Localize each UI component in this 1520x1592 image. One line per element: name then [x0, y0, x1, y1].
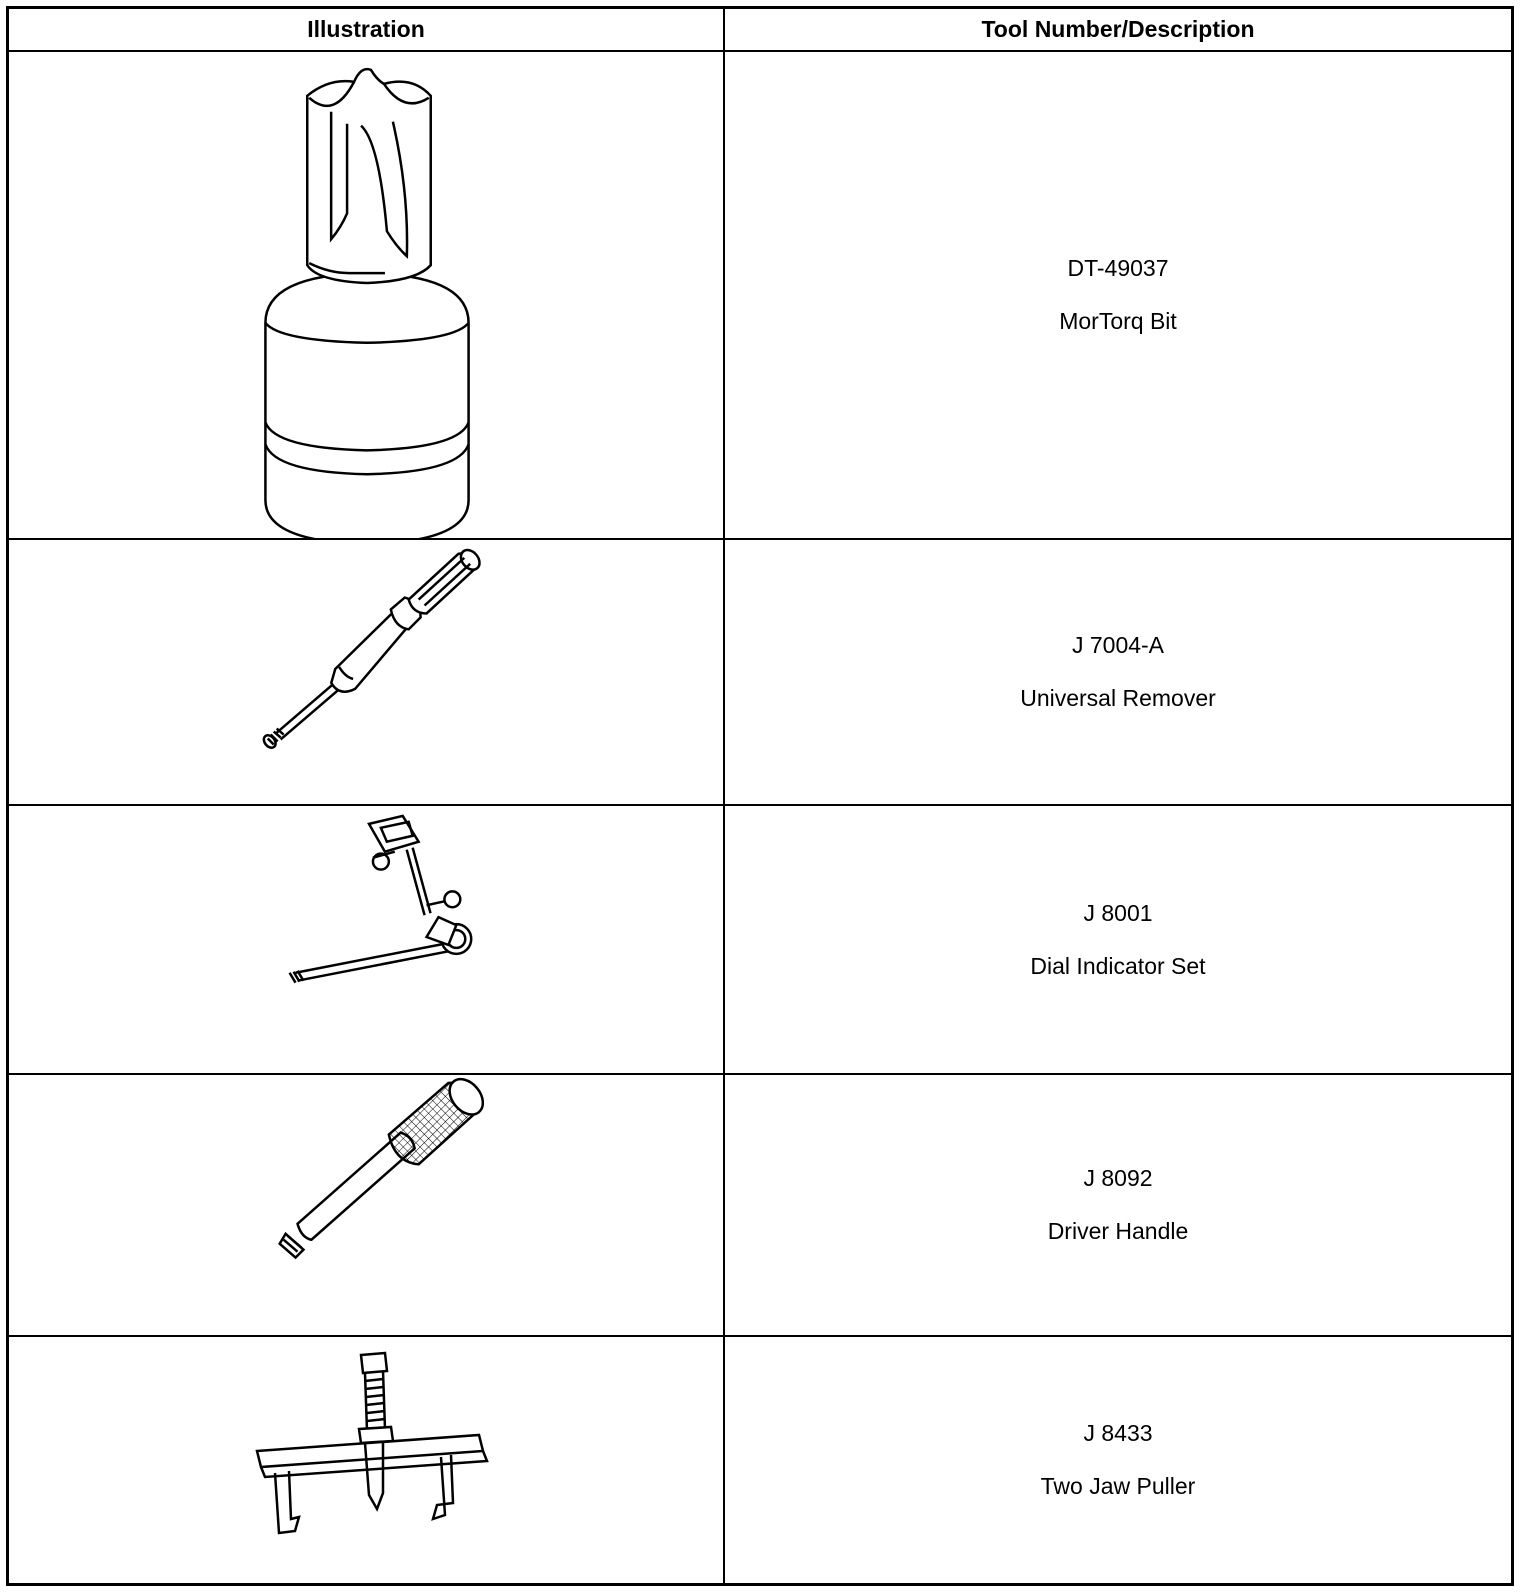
description-column-header: Tool Number/Description [981, 16, 1255, 42]
illustration-cell [9, 1337, 725, 1583]
table-row [9, 1075, 1511, 1337]
illustration-column-header: Illustration [9, 9, 725, 50]
dial-indicator-set-icon [9, 806, 725, 1073]
illustration-cell [9, 1075, 725, 1335]
table-row [9, 52, 1511, 540]
tool-number: J 7004-A [1071, 632, 1165, 658]
tool-description: Two Jaw Puller [1040, 1473, 1196, 1499]
description-cell [725, 1075, 1511, 1335]
mortorq-bit-icon [9, 52, 725, 538]
description-cell [725, 1337, 1511, 1583]
two-jaw-puller-icon [9, 1337, 725, 1583]
description-cell [725, 806, 1511, 1073]
tool-description: Universal Remover [1020, 685, 1216, 711]
illustration-cell [9, 52, 725, 538]
description-cell [725, 52, 1511, 538]
tool-number: J 8433 [1083, 1420, 1153, 1446]
table-header-row [9, 9, 1511, 52]
tool-number: J 8001 [1083, 899, 1153, 926]
universal-remover-icon [9, 540, 725, 804]
tool-description: Dial Indicator Set [1030, 952, 1206, 979]
illustration-cell [9, 540, 725, 804]
description-cell [725, 540, 1511, 804]
tool-description: MorTorq Bit [1059, 308, 1177, 334]
tool-table [6, 6, 1514, 1586]
table-row [9, 1337, 1511, 1583]
tool-description: Driver Handle [1047, 1218, 1189, 1244]
illustration-cell [9, 806, 725, 1073]
tool-number: DT-49037 [1067, 255, 1169, 281]
table-row [9, 540, 1511, 806]
tool-number: J 8092 [1083, 1165, 1153, 1191]
driver-handle-icon [9, 1075, 725, 1335]
table-row [9, 806, 1511, 1075]
